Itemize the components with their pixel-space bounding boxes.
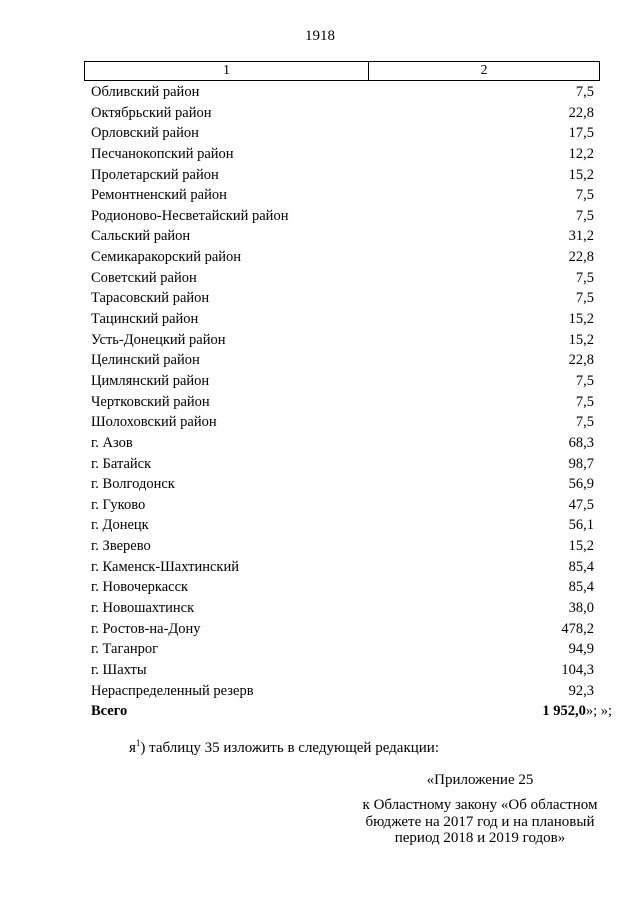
row-value: 7,5 [575,84,594,100]
table-row [84,309,600,330]
row-name: г. Батайск [91,455,152,472]
table-row [84,371,600,392]
row-name: г. Волгодонск [91,476,175,493]
total-value-cell [542,701,612,722]
row-name: Шолоховский район [91,414,217,431]
appendix-line-2: к Областному закону «Об областном [362,797,598,813]
amendment-sup: 1 [135,738,141,748]
table-row [84,103,600,124]
row-name: Пролетарский район [91,166,219,183]
row-name: Октябрьский район [91,104,212,121]
row-value: 47,5 [568,496,594,513]
row-value: 22,8 [568,352,594,369]
row-value: 94,9 [568,641,594,658]
amendment-letter: я [129,740,136,756]
row-value: 92,3 [568,682,594,699]
allocation-table [84,61,612,722]
table-row [84,206,600,227]
row-value: 7,5 [575,187,594,204]
table-row [84,598,600,619]
table-row [84,536,600,557]
table-row [84,577,600,598]
table-row [84,392,600,413]
row-value: 7,5 [575,207,594,224]
row-value: 7,5 [575,290,594,307]
row-name: Тарасовский район [91,290,210,307]
table-row [84,660,600,681]
row-value: 56,9 [568,476,594,493]
table-row [84,557,600,578]
appendix-line-1: «Приложение 25 [426,772,534,788]
row-name: г. Каменск-Шахтинский [91,558,239,575]
row-name: Семикаракорский район [91,249,242,266]
column-header-1: 1 [85,62,369,80]
row-value: 104,3 [561,661,594,678]
row-value: 85,4 [568,579,594,596]
row-name: Чертковский район [91,393,210,410]
table-row [84,247,600,268]
row-value: 7,5 [575,414,594,431]
row-name: г. Гуково [91,496,146,513]
appendix-line-3: бюджете на 2017 год и на плановый [365,813,595,830]
row-name: Ремонтненский район [91,187,227,204]
table-row [84,515,600,536]
amendment-paragraph [129,738,439,757]
row-value: 7,5 [575,372,594,389]
row-value: 22,8 [568,249,594,266]
row-name: Тацинский район [91,311,199,328]
row-name: г. Новочеркасск [91,579,189,596]
page-number: 1918 [305,28,335,44]
table-row [84,454,600,475]
row-name: г. Ростов-на-Дону [91,620,201,637]
table-row [84,288,600,309]
table-row [84,474,600,495]
total-label: Всего [91,703,128,720]
table-row [84,268,600,289]
row-value: 15,2 [568,538,594,555]
row-name: г. Донецк [91,517,149,534]
row-name: Цимлянский район [91,372,210,389]
row-value: 7,5 [575,269,594,286]
table-row [84,82,600,103]
table-row [84,185,600,206]
row-value: 22,8 [568,104,594,121]
row-name: г. Шахты [91,661,147,678]
row-value: 68,3 [568,434,594,451]
table-body [84,82,600,701]
total-value: 1 952,0 [542,703,586,720]
row-value: 31,2 [568,228,594,245]
row-value: 15,2 [568,331,594,348]
row-name: г. Зверево [91,538,151,555]
row-value: 85,4 [568,558,594,575]
table-row [84,639,600,660]
row-value: 15,2 [568,166,594,183]
row-name: Орловский район [91,125,199,142]
row-name: Обливский район [91,84,200,100]
row-name: Родионово-Несветайский район [91,207,289,224]
table-header [84,61,600,81]
table-row [84,350,600,371]
row-value: 7,5 [575,393,594,410]
table-row [84,681,600,702]
table-row [84,412,600,433]
appendix-heading [330,772,630,789]
total-suffix: »; »; [585,703,612,720]
row-name: Целинский район [91,352,200,369]
row-value: 56,1 [568,517,594,534]
appendix-caption [330,797,630,847]
table-row [84,123,600,144]
table-row [84,165,600,186]
table-row [84,144,600,165]
row-name: Песчанокопский район [91,145,234,162]
row-value: 15,2 [568,311,594,328]
amendment-text: ) таблицу 35 изложить в следующей редакции: [140,740,439,756]
row-name: Советский район [91,269,197,286]
row-value: 98,7 [568,455,594,472]
row-value: 478,2 [561,620,594,637]
row-value: 12,2 [568,145,594,162]
table-total-row [84,701,612,722]
row-name: Усть-Донецкий район [91,331,226,348]
table-row [84,619,600,640]
row-name: Нераспределенный резерв [91,682,254,699]
row-value: 38,0 [568,600,594,617]
row-name: г. Азов [91,434,133,451]
table-row [84,495,600,516]
table-row [84,330,600,351]
column-header-2: 2 [480,63,488,78]
row-name: г. Новошахтинск [91,600,195,617]
table-row [84,433,600,454]
row-name: г. Таганрог [91,641,159,658]
row-name: Сальский район [91,228,191,245]
table-row [84,226,600,247]
appendix-line-4: период 2018 и 2019 годов» [394,830,566,846]
row-value: 17,5 [568,125,594,142]
